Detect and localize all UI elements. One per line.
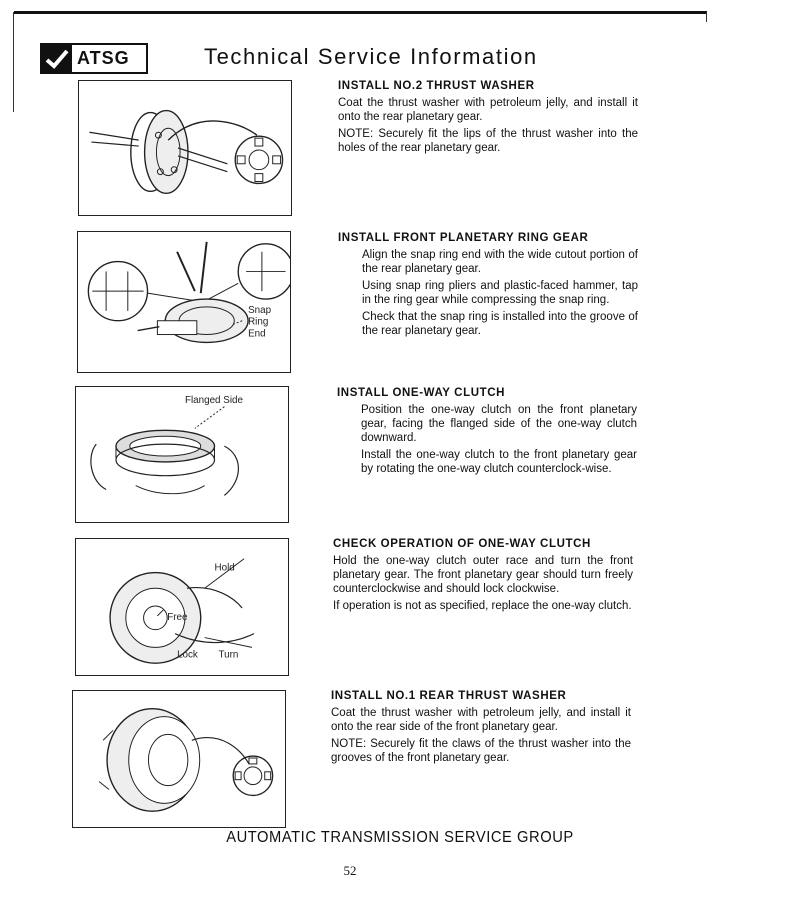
section-paragraph: Using snap ring pliers and plastic-faced hammer, tap in the ring gear while compressing the snap ring. [362,280,638,306]
one-way-clutch-illustration [76,387,288,522]
right-rule-tick [706,12,707,22]
label-free: Free [167,611,188,623]
ring-gear-illustration [78,232,290,372]
section-install-no1-rear-thrust-washer [331,689,631,768]
rear-thrust-washer-illustration [73,691,285,827]
top-rule [14,11,707,14]
label-lock: Lock [177,649,198,661]
section-paragraph: Coat the thrust washer with petroleum jelly, and install it onto the rear planetary gear. [338,97,638,123]
section-paragraph: Position the one-way clutch on the front planetary gear, facing the flanged side of the one-way clutch downward. [361,404,637,444]
section-paragraph: Check that the snap ring is installed into the groove of the rear planetary gear. [362,311,638,337]
section-heading: CHECK OPERATION OF ONE-WAY CLUTCH [333,538,591,550]
page-number: 52 [343,863,357,878]
section-install-one-way-clutch [337,386,637,479]
section-paragraph: If operation is not as specified, replace the one-way clutch. [333,600,632,612]
figure-ring-gear [77,231,291,373]
label-end: End [248,328,266,340]
page-title: Technical Service Information [204,44,538,69]
figure-rear-thrust-washer [72,690,286,828]
section-heading: INSTALL FRONT PLANETARY RING GEAR [338,232,589,244]
section-paragraph: Align the snap ring end with the wide cutout portion of the rear planetary gear. [362,249,638,275]
left-rule [13,12,14,112]
label-snap: Snap [248,304,272,316]
atsg-logo [40,43,148,74]
checkmark-icon [42,45,72,72]
section-check-operation-one-way-clutch [333,537,633,616]
label-turn: Turn [218,649,239,661]
section-paragraph: Install the one-way clutch to the front planetary gear by rotating the one-way clutch counterclock-wise. [361,449,637,475]
logo-text: ATSG [77,48,130,68]
footer-org: AUTOMATIC TRANSMISSION SERVICE GROUP [226,829,574,846]
section-paragraph: Hold the one-way clutch outer race and turn the front planetary gear. The front planetary gear should turn freely counterclockwise and should lock clockwise. [333,555,633,595]
check-operation-illustration [76,539,288,675]
section-heading: INSTALL NO.2 THRUST WASHER [338,80,535,92]
section-paragraph: Coat the thrust washer with petroleum jelly, and install it onto the rear side of the front planetary gear. [331,707,631,733]
figure-thrust-washer [78,80,292,216]
section-note: NOTE: Securely fit the lips of the thrust washer into the holes of the rear planetary gear. [338,128,638,154]
figure-check-operation [75,538,289,676]
thrust-washer-illustration [79,81,291,215]
section-install-front-planetary-ring-gear [338,231,638,341]
section-install-no2-thrust-washer [338,79,638,158]
label-hold: Hold [214,562,235,574]
section-heading: INSTALL NO.1 REAR THRUST WASHER [331,690,567,702]
label-ring: Ring [248,316,269,328]
section-heading: INSTALL ONE-WAY CLUTCH [337,387,506,399]
label-flanged-side: Flanged Side [184,394,243,406]
section-note: NOTE: Securely fit the claws of the thrust washer into the grooves of the front planetary gear. [331,738,631,764]
figure-one-way-clutch [75,386,289,523]
